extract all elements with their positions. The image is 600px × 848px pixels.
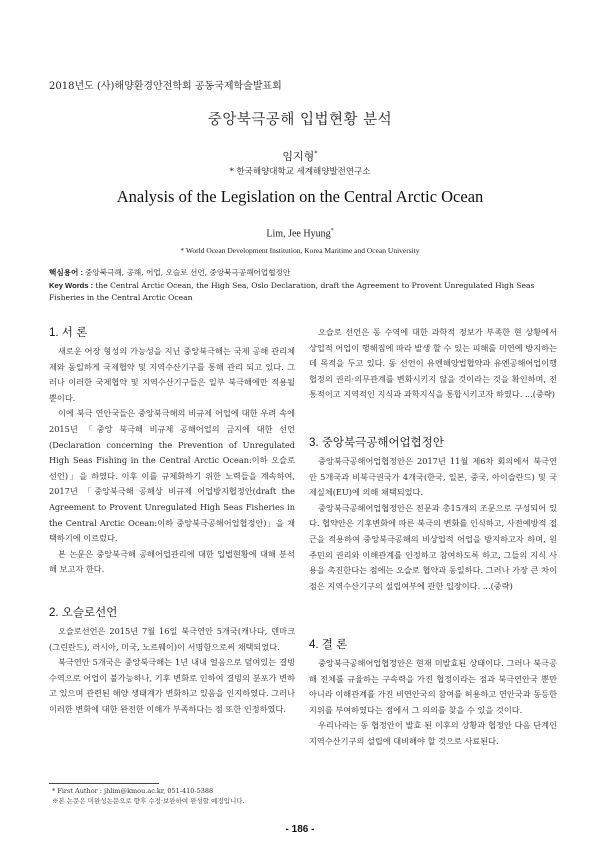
keywords-english	[49, 280, 557, 305]
section-conclusion-heading: 4. 결 론	[309, 639, 348, 651]
paragraph: 중앙북극공해어업협정안은 현재 미발효된 상태이다. 그러나 북극공해 전체를 규율하는 구속력을 가진 협정이라는 점과 북극연안국 뿐만 아니라 이해관계를 가진 비연안국의 참여를 허용하고 연안국과 동등한 지위를 부여하였다는 점에서 그 의의를 찾을 수 있을 것이다.	[309, 658, 557, 715]
section-agreement-heading: 3. 중앙북극공해어업협정안	[309, 437, 444, 449]
paragraph: 중앙북극공해어업협정안은 2017년 11월 제6차 회의에서 북극연안 5개국과 비북극권국가 4개국(한국, 일본, 중국, 아이슬란드) 및 국제실체(EU)에 의해 채택되었다.	[309, 456, 557, 498]
keywords-english-text: the Central Arctic Ocean, the High Sea, Oslo Declaration, draft the Agreement to Provent Unregulated High Seas Fisheries in the Central Arctic Ocean	[49, 280, 535, 302]
author-korean-name: 임지형	[282, 150, 315, 163]
section-oslo-continued	[309, 325, 557, 403]
affiliation-korean: * 한국해양대학교 세계해양발전연구소	[229, 167, 371, 177]
section-intro-heading: 1. 서 론	[49, 327, 88, 339]
author-korean-mark: *	[314, 149, 318, 158]
title-english: Analysis of the Legislation on the Central Arctic Ocean	[116, 187, 484, 206]
paragraph: 중앙북극공해어업협정안은 전문과 총15개의 조문으로 구성되어 있다. 협약안은 기후변화에 따른 북극의 변화를 인식하고, 사전예방적 접근을 적용하여 중앙북극공해의 비상업적 어업을 방지하고자 하며, 원주민의 권리와 이해관계를 인정하고 참여하도록 하고, 그들의 지식 사용을 촉진한다는 점에는 오슬로 협약과 동일하다. 그러나 가장 큰 차이점은 지역수산기구의 설립여부에 관한 입장이다. ...(중략)	[309, 502, 557, 591]
paragraph: 우리나라는 동 협정안이 발효 된 이후의 상황과 협정안 다음 단계인 지역수산기구의 설립에 대비해야 할 것으로 사료된다.	[309, 720, 557, 746]
paragraph: 북극연안 5개국은 중앙북극해는 1년 내내 얼음으로 덮여있는 결빙수역으로 어업이 불가능하나, 기후 변화로 인하여 결빙의 분포가 변하고 있으며 관련된 해양 생태계가 변화하고 있음을 인지하였다. 그러나 이러한 변화에 대한 완전한 이해가 부족하다는 점 또한 인정하였다.	[49, 657, 295, 714]
affiliation-english: * World Ocean Development Institution, Korea Maritime and Ocean University	[180, 246, 420, 255]
footnote-divider	[49, 783, 159, 784]
paragraph: 오슬로 선언은 동 수역에 대한 과학적 정보가 부족한 현 상황에서 상업적 어업이 행해짐에 따라 발생 할 수 있는 피해를 미연에 방지하는 데 목적을 두고 있다. 동 선언이 유엔해양법협약과 유엔공해어업이행협정의 권리·의무관계를 변화시키지 않을 것이라는 것을 확인하며, 전통적이고 지역적인 지식과 과학지식을 통합시키고자 하였다. ...(중략)	[309, 327, 557, 400]
keywords-korean	[49, 267, 557, 280]
section-oslo-heading: 2. 오슬로선언	[49, 607, 118, 619]
footnote-note: ※본 논문은 미완성논문으로 향후 수정·보완하여 완성할 예정입니다.	[52, 796, 245, 805]
keywords-korean-text: 중앙북극해, 공해, 어업, 오슬로 선언, 중앙북극공해어업협정안	[85, 268, 291, 277]
paragraph: 오슬로선언은 2015년 7월 16일 북극연안 5개국(캐나다, 덴마크(그린란드), 러시아, 미국, 노르웨이)이 서명함으로써 채택되었다.	[49, 626, 295, 652]
section-intro	[49, 324, 295, 578]
author-korean	[0, 148, 600, 164]
page-number: - 186 -	[285, 824, 315, 835]
section-conclusion	[309, 636, 557, 750]
title-korean: 중앙북극공해 입법현황 분석	[207, 112, 393, 128]
paragraph: 새로운 어장 형성의 가능성을 지닌 중앙북극해는 국제 공해 관리체제와 동일하게 국제협약 및 지역수산기구를 통해 관리 되고 있다. 그러나 이러한 국제협약 및 지역수산기구들은 일부 북극해에만 적용될 뿐이다.	[49, 346, 295, 403]
keywords-english-label: Key Words :	[49, 280, 96, 290]
conference-header: 2018년도 (사)해양환경안전학회 공동국제학술발표회	[49, 81, 282, 92]
author-english-mark: *	[330, 228, 334, 234]
section-agreement	[309, 434, 557, 594]
footnote-author-contact: * First Author : jhlim@kmou.ac.kr, 051-410-5388	[52, 787, 214, 795]
section-oslo	[49, 604, 295, 718]
author-english	[0, 228, 600, 239]
paragraph: 이에 북극 연안국들은 중앙북극해의 비규제 어업에 대한 우려 속에 2015년 「중앙 북극해 비규제 공해어업의 금지에 대한 선언(Declaration concerning the Prevention of Unregulated High Seas Fishing in the Central Arctic Ocean:이하 오슬로 선언)」을 하였다. 이후 이를 규제화하기 위한 노력들을 계속하여, 2017년 「중앙북극해 공해상 비규제 어업방지협정안(draft the Agreement to Provent Unregulated High Seas Fisheries in the Central Arctic Ocean:이하 중앙북극공해어업협정안)」을 채택하기에 이르렀다.	[49, 408, 295, 544]
author-english-name: Lim, Jee Hyung	[266, 228, 331, 240]
paragraph: 본 논문은 중앙북극해 공해어업관리에 대한 입법현황에 대해 분석해 보고자 한다.	[49, 548, 295, 575]
keywords-block	[49, 267, 557, 305]
keywords-korean-label: 핵심용어 :	[49, 268, 86, 277]
footnotes	[52, 787, 302, 806]
